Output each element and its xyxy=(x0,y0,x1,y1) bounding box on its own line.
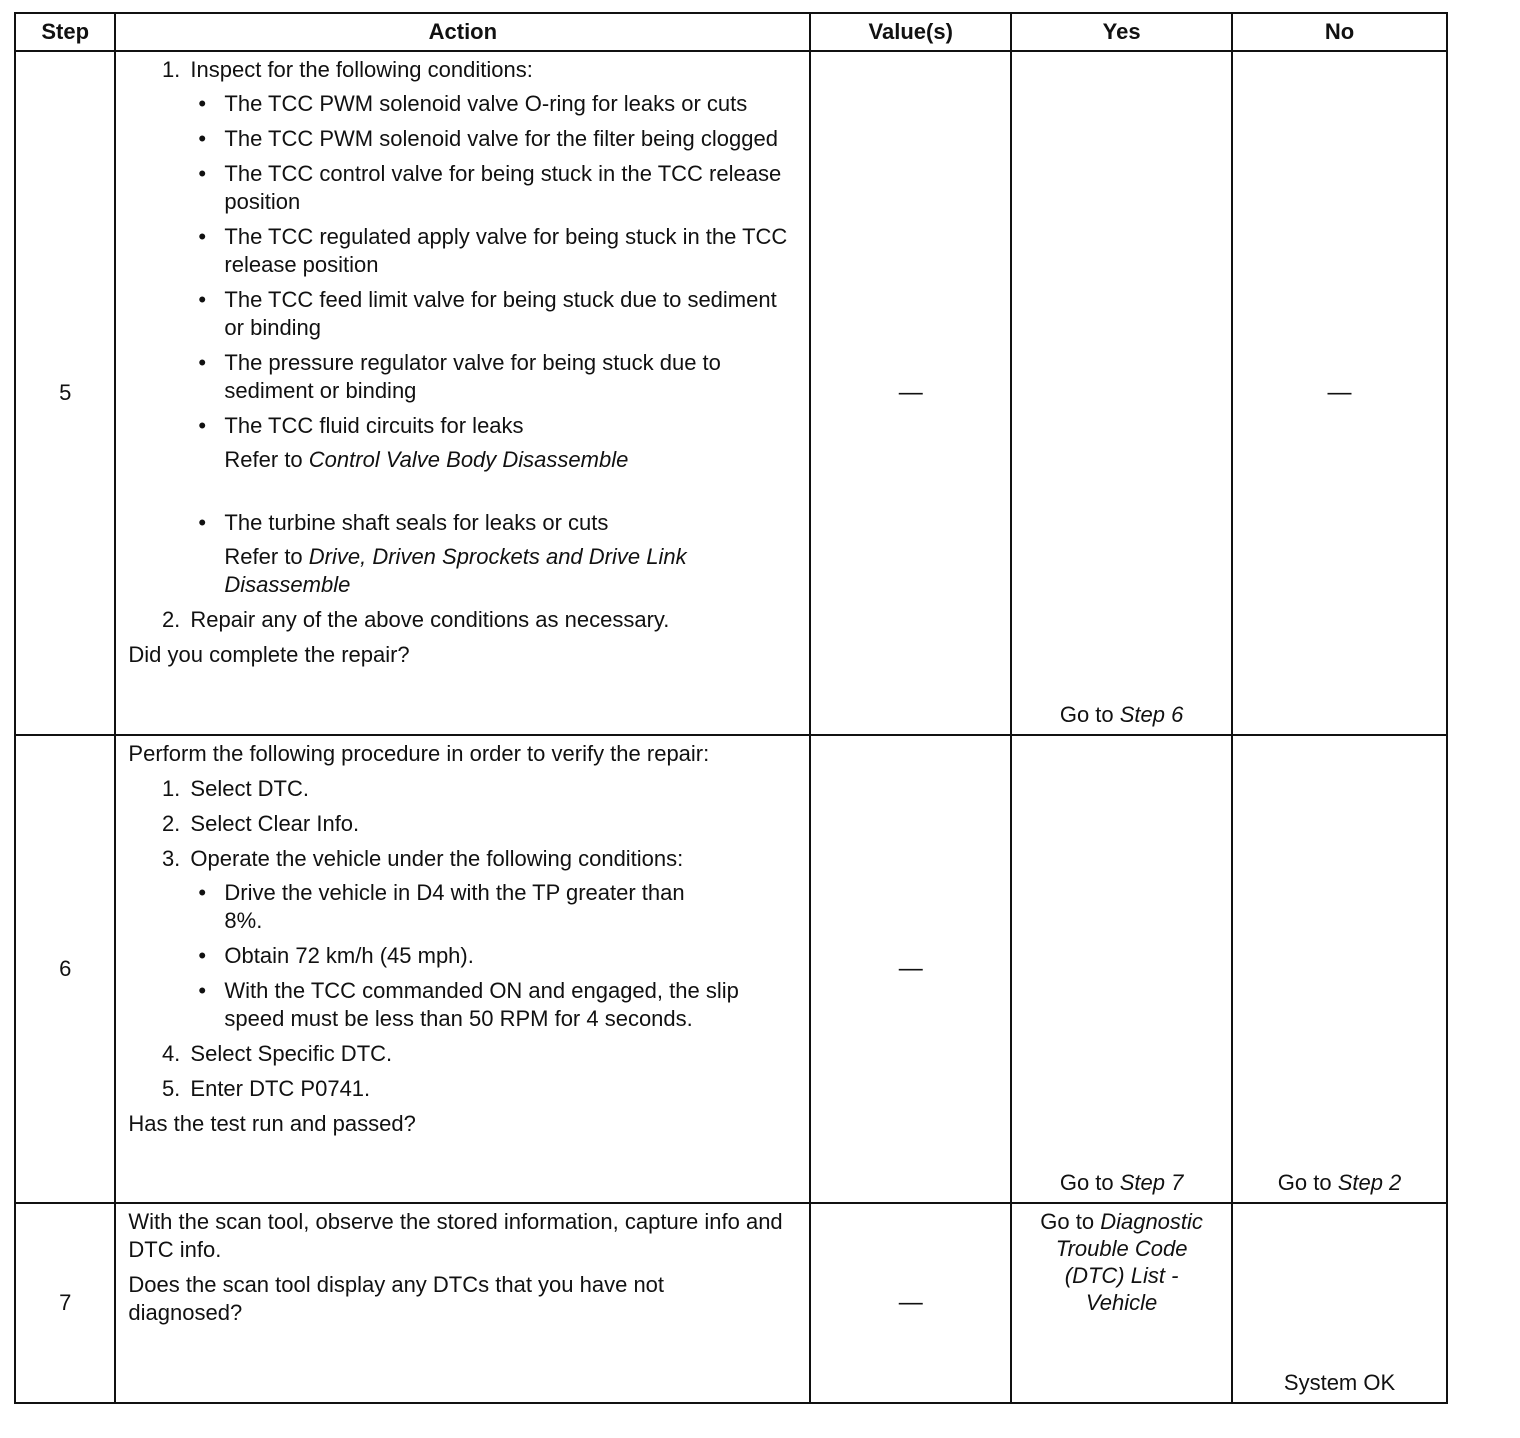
go-to-step-7-link[interactable]: Step 7 xyxy=(1119,1170,1184,1195)
step-7-row xyxy=(15,1203,1447,1403)
step-6-number: 6 xyxy=(15,735,115,1203)
control-valve-body-link[interactable]: Control Valve Body Disassemble xyxy=(308,447,629,472)
step-7-no xyxy=(1232,1203,1447,1403)
step-6-item-3: 3. Operate the vehicle under the following conditions: • Drive the vehicle in D4 with the TP greater than 8%. • Obtain 72 km/h (45 mph). • With the TCC commanded ON and engaged, the slip speed must be less than 50 RPM for 4 seconds. xyxy=(186,845,799,1033)
header-values: Value(s) xyxy=(810,13,1011,51)
step-5-item-2: 2. Repair any of the above conditions as necessary. xyxy=(186,606,799,634)
step-6-action xyxy=(115,735,810,1203)
header-row xyxy=(15,13,1447,51)
step-5-bullet-1: • The TCC PWM solenoid valve O-ring for leaks or cuts xyxy=(198,91,748,116)
step-5-reference-1: Refer to Control Valve Body Disassemble xyxy=(224,447,629,472)
drive-sprockets-link[interactable]: Drive, Driven Sprockets and Drive Link Disassemble xyxy=(224,544,687,597)
dtc-list-link[interactable]: Diagnostic Trouble Code (DTC) List - Vehicle xyxy=(1055,1209,1203,1315)
step-5-bullet-3: • The TCC control valve for being stuck in the TCC release position xyxy=(198,161,782,214)
diagnostic-table xyxy=(14,12,1448,1404)
step-6-value: — xyxy=(810,735,1011,1203)
step-5-reference-2: Refer to Drive, Driven Sprockets and Drive Link Disassemble xyxy=(224,544,687,597)
step-6-yes-text: Go to Step 7 xyxy=(1059,1170,1184,1195)
bullet-icon: • xyxy=(198,413,207,438)
header-yes: Yes xyxy=(1011,13,1232,51)
step-7-no-text: System OK xyxy=(1283,1370,1396,1395)
step-6-condition-list xyxy=(190,879,799,1033)
go-to-step-6-link[interactable]: Step 6 xyxy=(1119,702,1184,727)
header-action: Action xyxy=(115,13,810,51)
step-6-bullet-3: • With the TCC commanded ON and engaged, the slip speed must be less than 50 RPM for 4 seconds. xyxy=(198,978,739,1031)
bullet-icon: • xyxy=(198,350,207,375)
step-5-value: — xyxy=(810,51,1011,735)
step-5-action xyxy=(115,51,810,735)
bullet-icon: • xyxy=(198,978,207,1003)
step-7-yes-text: Go to Diagnostic Trouble Code (DTC) List - Vehicle xyxy=(1040,1209,1203,1315)
step-5-no: — xyxy=(1232,51,1447,735)
bullet-icon: • xyxy=(198,943,207,968)
step-7-number: 7 xyxy=(15,1203,115,1403)
step-6-item-1: 1. Select DTC. xyxy=(186,775,799,803)
step-5-bullet-4: • The TCC regulated apply valve for being stuck in the TCC release position xyxy=(198,224,788,277)
bullet-icon: • xyxy=(198,161,207,186)
step-5-bullet-6: • The pressure regulator valve for being stuck due to sediment or binding xyxy=(198,350,721,403)
step-5-bullet-8: • The turbine shaft seals for leaks or cuts Refer to Drive, Driven Sprockets and Drive Link Disassemble xyxy=(220,509,799,599)
step-6-item-4: 4. Select Specific DTC. xyxy=(186,1040,799,1068)
bullet-icon: • xyxy=(198,224,207,249)
step-7-value: — xyxy=(810,1203,1011,1403)
step-7-text: With the scan tool, observe the stored information, capture info and DTC info. xyxy=(128,1209,783,1262)
step-6-item-5: 5. Enter DTC P0741. xyxy=(186,1075,799,1103)
step-5-question: Did you complete the repair? xyxy=(128,642,410,667)
step-6-row xyxy=(15,735,1447,1203)
header-no: No xyxy=(1232,13,1447,51)
step-6-no xyxy=(1232,735,1447,1203)
bullet-icon: • xyxy=(198,510,207,535)
header-step: Step xyxy=(15,13,115,51)
bullet-icon: • xyxy=(198,91,207,116)
bullet-icon: • xyxy=(198,880,207,905)
step-7-action xyxy=(115,1203,810,1403)
bullet-icon: • xyxy=(198,126,207,151)
diagnostic-table-page xyxy=(14,12,1448,1404)
step-5-yes xyxy=(1011,51,1232,735)
step-5-bullet-5: • The TCC feed limit valve for being stuck due to sediment or binding xyxy=(198,287,777,340)
go-to-step-2-link[interactable]: Step 2 xyxy=(1337,1170,1402,1195)
step-5-item-1: 1. Inspect for the following conditions: • The TCC PWM solenoid valve O-ring for leaks or cuts • The TCC PWM solenoid valve for the filter being clogged • The TCC control valve for being stuck in the TCC release position • The TCC regulated apply valve for being stuck in the TCC release position • The TCC feed limit valve for being stuck due to sediment or binding • The pressure regulator valve for being stuck due to sediment or binding • The TCC fluid circuits for leaks Refer to Control Valve Body Disassemble • The turbine shaft seals for leaks or cuts Refer to Drive, Driven Sprockets and Drive Link Disassemble xyxy=(186,56,799,599)
step-7-yes xyxy=(1011,1203,1232,1403)
step-5-yes-text: Go to Step 6 xyxy=(1059,702,1184,727)
step-6-question: Has the test run and passed? xyxy=(128,1111,416,1136)
step-5-bullet-7: • The TCC fluid circuits for leaks Refer to Control Valve Body Disassemble xyxy=(220,412,799,502)
bullet-icon: • xyxy=(198,287,207,312)
step-5-number: 5 xyxy=(15,51,115,735)
step-6-no-text: Go to Step 2 xyxy=(1277,1170,1402,1195)
step-6-bullet-2: • Obtain 72 km/h (45 mph). xyxy=(198,943,474,968)
step-5-row xyxy=(15,51,1447,735)
step-5-bullet-2: • The TCC PWM solenoid valve for the filter being clogged xyxy=(198,126,778,151)
step-5-condition-list xyxy=(190,90,799,599)
step-6-yes xyxy=(1011,735,1232,1203)
step-7-question: Does the scan tool display any DTCs that you have not diagnosed? xyxy=(128,1272,665,1325)
step-6-bullet-1: • Drive the vehicle in D4 with the TP greater than 8%. xyxy=(198,880,685,933)
step-6-item-2: 2. Select Clear Info. xyxy=(186,810,799,838)
step-6-intro: Perform the following procedure in order to verify the repair: xyxy=(128,741,710,766)
